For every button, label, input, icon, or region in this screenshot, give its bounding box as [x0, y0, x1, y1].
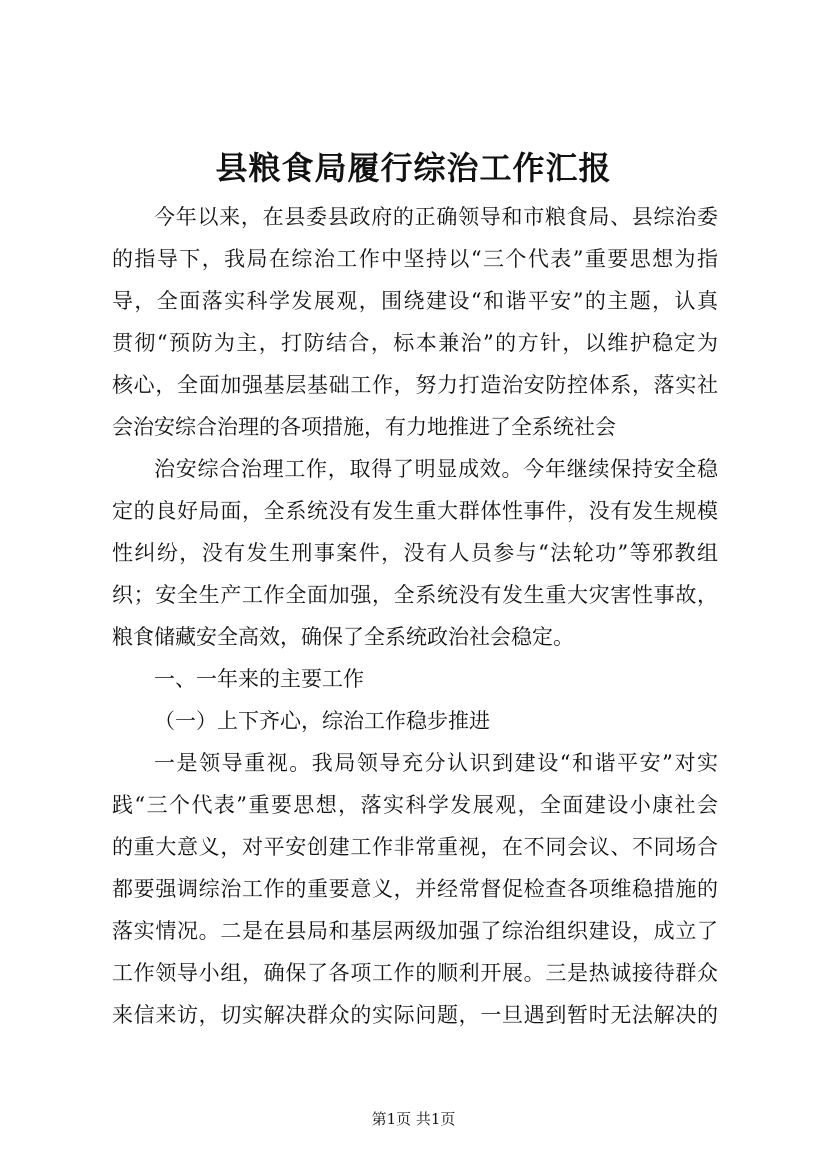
document-title: 县粮食局履行综治工作汇报 [215, 149, 612, 187]
text-line: 落实情况。二是在县局和基层两级加强了综治组织建设，成立了 [112, 919, 718, 943]
text-line: 来信来访，切实解决群众的实际问题，一旦遇到暂时无法解决的 [112, 1003, 718, 1027]
text-line: 今年以来，在县委县政府的正确领导和市粮食局、县综治委 [154, 205, 718, 229]
text-line: 性纠纷，没有发生刑事案件，没有人员参与“法轮功”等邪教组 [112, 541, 718, 565]
text-line: 粮食储藏安全高效，确保了全系统政治社会稳定。 [112, 625, 574, 649]
text-line: 织；安全生产工作全面加强，全系统没有发生重大灾害性事故， [112, 583, 718, 607]
text-line: 的重大意义，对平安创建工作非常重视，在不同会议、不同场合 [112, 835, 718, 859]
text-line: 一是领导重视。我局领导充分认识到建设“和谐平安”对实 [154, 751, 718, 775]
text-line: 核心，全面加强基层基础工作，努力打造治安防控体系，落实社 [112, 373, 718, 397]
page-footer: 第1页 共1页 [371, 1110, 456, 1128]
text-line: 导，全面落实科学发展观，围绕建设“和谐平安”的主题，认真 [112, 289, 718, 313]
text-line: 会治安综合治理的各项措施，有力地推进了全系统社会 [112, 415, 616, 439]
text-line: 工作领导小组，确保了各项工作的顺利开展。三是热诚接待群众 [112, 961, 718, 985]
text-line: 治安综合治理工作，取得了明显成效。今年继续保持安全稳 [154, 457, 718, 481]
text-line: （一）上下齐心，综治工作稳步推进 [154, 709, 490, 733]
text-line: 都要强调综治工作的重要意义，并经常督促检查各项维稳措施的 [112, 877, 718, 901]
text-line: 定的良好局面，全系统没有发生重大群体性事件，没有发生规模 [112, 499, 718, 523]
text-line: 贯彻“预防为主，打防结合，标本兼治”的方针，以维护稳定为 [112, 331, 718, 355]
document-body [112, 196, 718, 1036]
text-line: 践“三个代表”重要思想，落实科学发展观，全面建设小康社会 [112, 793, 718, 817]
text-line: 一、一年来的主要工作 [154, 667, 364, 691]
text-line: 的指导下，我局在综治工作中坚持以“三个代表”重要思想为指 [112, 247, 718, 271]
